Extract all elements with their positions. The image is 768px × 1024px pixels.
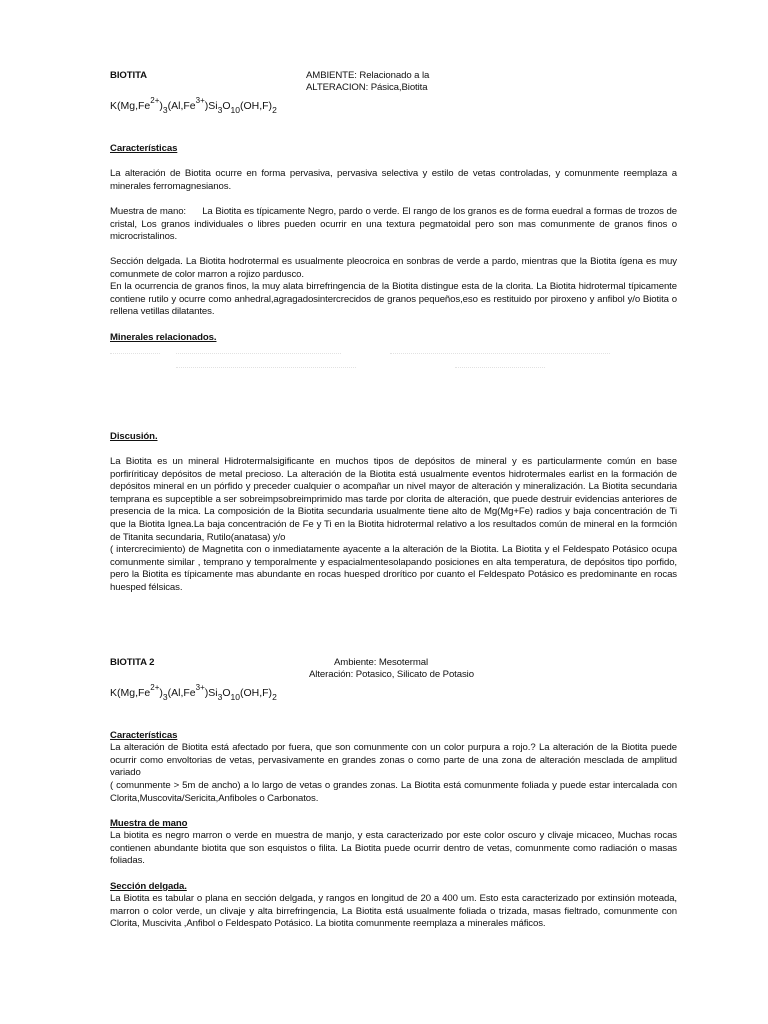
section2-seccion-heading: Sección delgada.: [110, 881, 187, 892]
section2-title: BIOTITA 2: [110, 657, 155, 668]
section1-discusion-heading: Discusión.: [110, 431, 158, 442]
section1-discusion-text-2: ( intercrecimiento) de Magnetita con o inmediatamente ayacente a la alteración de la Biotita. La Biotita y el Feldespato Potásico ocupa comunmente similar , temprano y temporalmente y espacialmentesolapando posiciones en alta temperatura, de depósitos tipo porfido, pero la Biotita es típicamente mas abundante en rocas huesped drorítico por cuanto el Feldespato Potásico es predominante en rocas huesped félsicas.: [110, 544, 677, 593]
section2-muestra-heading: Muestra de mano: [110, 818, 188, 829]
section2-ambient-line1: Ambiente: Mesotermal: [334, 657, 428, 668]
section2-caracteristicas-heading: Características: [110, 730, 178, 741]
section2-caracteristicas-text-1: La alteración de Biotita está afectado por fuera, que son comunmente con un color purpura a rojo.? La alteración de la Biotita puede ocurrir como envoltorias de vetas, pervasivamente en grandes zonas o como parte de una zona de alteración mesclada de amplitud variado: [110, 742, 677, 779]
section1-minerales-heading: Minerales relacionados.: [110, 332, 217, 343]
section2-ambient-line2: Alteración: Potasico, Silicato de Potasio: [309, 669, 474, 680]
faint-placeholder-lines: [110, 353, 610, 377]
section2-formula: $K(Mg,Fe^{2+})_3(Al,Fe^{3+})Si_3O_{10}(OH,F)_2$: [110, 683, 277, 702]
section2-muestra-text: La biotita es negro marron o verde en muestra de manjo, y esta caracterizado por este color oscuro y clivaje micaceo, Muchas rocas contienen abundante biotita que son esquistos o filita. La Biotita puede ocurrir dentro de vetas, comunmente como radiación o masas foliadas.: [110, 830, 677, 867]
section2-caracteristicas-text-2: ( comunmente > 5m de ancho) a lo largo de vetas o grandes zonas. La Biotita está comunmente foliada y puede estar intercalada con Clorita,Muscovita/Sericita,Anfiboles o Carbonatos.: [110, 780, 677, 804]
section1-caracteristicas-text: La alteración de Biotita ocurre en forma pervasiva, pervasiva selectiva y estilo de vetas controladas, y comunmente reemplaza a minerales ferromagnesianos.: [110, 168, 677, 192]
section2-seccion-text: La Biotita es tabular o plana en sección delgada, y rangos en longitud de 20 a 400 um. Esto esta caracterizado por extinsión moteada, marron o color verde, un clivaje y alta birrefringencia, La Biotita está usualmente foliada o trizada, masas fieltrado, comunmente con Clorita, Muscivita ,Anfibol o Feldespato Potásico. La biotita comunmente reemplaza a minerales máficos.: [110, 893, 677, 930]
section1-discusion-text-1: La Biotita es un mineral Hidrotermalsigificante en muchos tipos de depósitos de mineral y es particularmente común en base porfiríriticay depósitos de metal precioso. La alteración de la Biotita está usualmente eventos hidrotermales earlist en la formación de depósitos mineral en un pórfido y preceder cualquier o acompañar un nivel mayor de alteración y mineralización. La Biotita secundaria temprana es supceptible a ser sobreimpsobreimprimido mas tarde por clorita de alteración, que puede destruir evidencias anteriores de presencia de la mica. La composición de la Biotita secundaria usualmente tiene alto de Mg(Mg+Fe) radios y baja concentración de Ti que la Biotita Ignea.La baja concentración de Fe y Ti en la Biotita hidrotermal relativo a los resultados común de mineral en la formción de Titanita secundaria, Rutilo(anatasa) y/o: [110, 456, 677, 543]
section1-seccion-text-2: En la ocurrencia de granos finos, la muy alata birrefringencia de la Biotita distingue esta de la clorita. La Biotita hidrotermal típicamente contiene rutilo y ocurre como anhedral,agragadosintercrecidos de granos pequeños,eso es restituido por piroxeno y anfibol y/o Biotita o rellena vetillas dilatantes.: [110, 281, 677, 318]
section1-caracteristicas-heading: Características: [110, 143, 178, 154]
section1-seccion-text-1: Sección delgada. La Biotita hodrotermal es usualmente pleocroica en sonbras de verde a pardo, mientras que la Biotita ígena es muy comunmete de color marron a rojizo pardusco.: [110, 256, 677, 280]
section1-ambient-line2: ALTERACION: Pásica,Biotita: [306, 82, 428, 93]
section1-formula: $K(Mg,Fe^{2+})_3(Al,Fe^{3+})Si_3O_{10}(OH,F)_2$: [110, 96, 277, 115]
section1-ambient-line1: AMBIENTE: Relacionado a la: [306, 70, 430, 81]
section1-title: BIOTITA: [110, 70, 147, 81]
section1-muestra-text: Muestra de mano: La Biotita es típicamente Negro, pardo o verde. El rango de los granos es de forma euedral a formas de trozos de cristal, Los granos individuales o libres pueden ocurrir en una textura pegmatoidal pero son mas comunmente de granos finos o microcristalinos.: [110, 206, 680, 243]
